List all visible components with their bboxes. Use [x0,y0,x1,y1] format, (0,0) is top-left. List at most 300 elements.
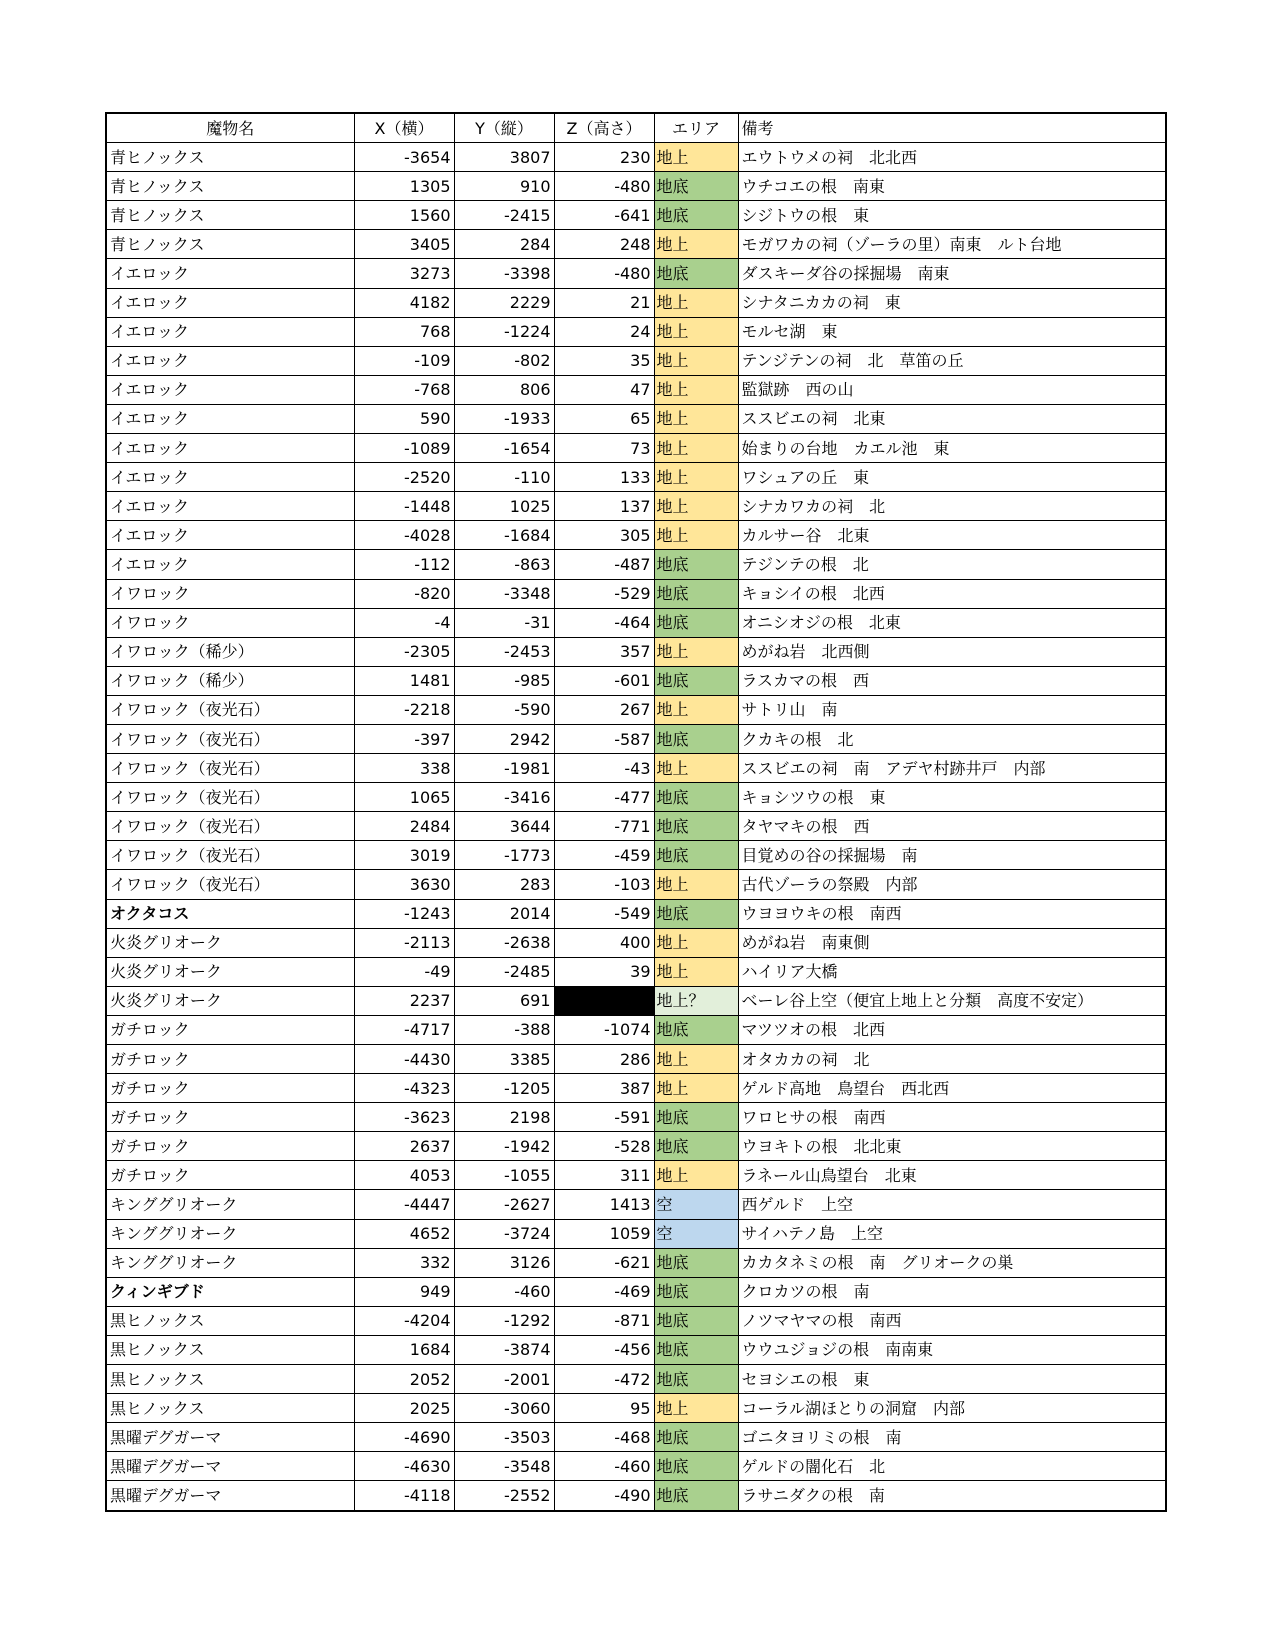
z-coordinate-cell: -456 [554,1335,654,1364]
x-coordinate-cell: 2637 [354,1132,454,1161]
z-coordinate-cell: -549 [554,899,654,928]
z-coordinate-cell [554,986,654,1015]
z-coordinate-cell: 305 [554,521,654,550]
x-coordinate-cell: -49 [354,957,454,986]
note-cell: 古代ゾーラの祭殿 内部 [738,870,1166,899]
note-cell: ススビエの祠 北東 [738,404,1166,433]
area-cell: 地底 [654,1015,738,1044]
table-row [106,986,1166,1015]
monster-name-cell: 青ヒノックス [106,230,354,259]
x-coordinate-cell: -820 [354,579,454,608]
x-coordinate-cell: 338 [354,754,454,783]
y-coordinate-cell: 3126 [454,1248,554,1277]
note-cell: キョシイの根 北西 [738,579,1166,608]
note-cell: ベーレ谷上空（便宜上地上と分類 高度不安定） [738,986,1166,1015]
y-coordinate-cell: -863 [454,550,554,579]
table-row [106,695,1166,724]
y-coordinate-cell: -1942 [454,1132,554,1161]
z-coordinate-cell: -587 [554,724,654,753]
table-row [106,928,1166,957]
area-cell: 地底 [654,1248,738,1277]
monster-name-cell: 黒曜デグガーマ [106,1423,354,1452]
table-row [106,463,1166,492]
table-row [106,521,1166,550]
y-coordinate-cell: -3348 [454,579,554,608]
monster-name-cell: ガチロック [106,1045,354,1074]
area-cell: 地上 [654,346,738,375]
x-coordinate-cell: -4323 [354,1074,454,1103]
x-coordinate-cell: 1305 [354,172,454,201]
note-cell: マツツオの根 北西 [738,1015,1166,1044]
header-area: エリア [654,113,738,143]
note-cell: ハイリア大橋 [738,957,1166,986]
area-cell: 地上 [654,434,738,463]
table-row [106,172,1166,201]
z-coordinate-cell: -468 [554,1423,654,1452]
area-cell: 地上 [654,928,738,957]
area-cell: 地上 [654,957,738,986]
z-coordinate-cell: -43 [554,754,654,783]
area-cell: 地底 [654,579,738,608]
z-coordinate-cell: 1059 [554,1219,654,1248]
table-row [106,1161,1166,1190]
y-coordinate-cell: -985 [454,666,554,695]
table-row [106,1219,1166,1248]
z-coordinate-cell: -480 [554,172,654,201]
area-cell: 地底 [654,812,738,841]
x-coordinate-cell: 949 [354,1277,454,1306]
y-coordinate-cell: -3724 [454,1219,554,1248]
area-cell: 地底 [654,841,738,870]
x-coordinate-cell: -4690 [354,1423,454,1452]
table-row [106,1132,1166,1161]
z-coordinate-cell: -480 [554,259,654,288]
y-coordinate-cell: -2638 [454,928,554,957]
header-y: Y（縦） [454,113,554,143]
area-cell: 地底 [654,1365,738,1394]
monster-name-cell: イエロック [106,317,354,346]
z-coordinate-cell: -1074 [554,1015,654,1044]
area-cell: 地底 [654,1481,738,1511]
monster-name-cell: イワロック [106,608,354,637]
note-cell: ウヨヨウキの根 南西 [738,899,1166,928]
area-cell: 地上 [654,288,738,317]
table-body [106,143,1166,1511]
monster-name-cell: キンググリオーク [106,1219,354,1248]
x-coordinate-cell: -4447 [354,1190,454,1219]
area-cell: 地底 [654,899,738,928]
area-cell: 地底 [654,666,738,695]
monster-name-cell: 黒ヒノックス [106,1394,354,1423]
z-coordinate-cell: -771 [554,812,654,841]
z-coordinate-cell: -464 [554,608,654,637]
note-cell: サイハテノ島 上空 [738,1219,1166,1248]
y-coordinate-cell: -3503 [454,1423,554,1452]
z-coordinate-cell: 230 [554,143,654,172]
x-coordinate-cell: -1243 [354,899,454,928]
x-coordinate-cell: 332 [354,1248,454,1277]
y-coordinate-cell: -2627 [454,1190,554,1219]
x-coordinate-cell: -4430 [354,1045,454,1074]
y-coordinate-cell: 3807 [454,143,554,172]
z-coordinate-cell: -460 [554,1452,654,1481]
y-coordinate-cell: 691 [454,986,554,1015]
y-coordinate-cell: 910 [454,172,554,201]
monster-name-cell: クィンギブド [106,1277,354,1306]
y-coordinate-cell: -1773 [454,841,554,870]
table-row [106,1452,1166,1481]
y-coordinate-cell: -3060 [454,1394,554,1423]
z-coordinate-cell: -641 [554,201,654,230]
area-cell: 地上 [654,695,738,724]
y-coordinate-cell: -1224 [454,317,554,346]
note-cell: シナカワカの祠 北 [738,492,1166,521]
note-cell: サトリ山 南 [738,695,1166,724]
z-coordinate-cell: 1413 [554,1190,654,1219]
area-cell: 地底 [654,1335,738,1364]
y-coordinate-cell: 2229 [454,288,554,317]
area-cell: 地上 [654,143,738,172]
header-x: X（横） [354,113,454,143]
table-row [106,143,1166,172]
z-coordinate-cell: -469 [554,1277,654,1306]
note-cell: ゲルドの闇化石 北 [738,1452,1166,1481]
area-cell: 地上 [654,1161,738,1190]
monster-name-cell: イエロック [106,550,354,579]
monster-name-cell: イエロック [106,492,354,521]
table-row [106,1074,1166,1103]
table-row [106,1306,1166,1335]
y-coordinate-cell: -460 [454,1277,554,1306]
monster-name-cell: イエロック [106,404,354,433]
table-row [106,1248,1166,1277]
y-coordinate-cell: 3644 [454,812,554,841]
y-coordinate-cell: -110 [454,463,554,492]
table-row [106,492,1166,521]
note-cell: ワロヒサの根 南西 [738,1103,1166,1132]
table-row [106,1335,1166,1364]
y-coordinate-cell: 806 [454,375,554,404]
note-cell: ノツマヤマの根 南西 [738,1306,1166,1335]
note-cell: ススビエの祠 南 アデヤ村跡井戸 内部 [738,754,1166,783]
monster-name-cell: イエロック [106,375,354,404]
monster-location-table [105,112,1167,1512]
y-coordinate-cell: -1292 [454,1306,554,1335]
table-row [106,783,1166,812]
x-coordinate-cell: -3654 [354,143,454,172]
area-cell: 空 [654,1219,738,1248]
note-cell: ウウユジョジの根 南南東 [738,1335,1166,1364]
x-coordinate-cell: 3273 [354,259,454,288]
area-cell: 地底 [654,1132,738,1161]
monster-name-cell: イエロック [106,259,354,288]
z-coordinate-cell: -528 [554,1132,654,1161]
note-cell: ラサニダクの根 南 [738,1481,1166,1511]
x-coordinate-cell: 1684 [354,1335,454,1364]
x-coordinate-cell: -109 [354,346,454,375]
table-row [106,957,1166,986]
y-coordinate-cell: -802 [454,346,554,375]
y-coordinate-cell: -31 [454,608,554,637]
table-row [106,870,1166,899]
z-coordinate-cell: 248 [554,230,654,259]
table-row [106,1277,1166,1306]
z-coordinate-cell: 387 [554,1074,654,1103]
y-coordinate-cell: -1684 [454,521,554,550]
monster-name-cell: オクタコス [106,899,354,928]
monster-name-cell: イワロック（稀少） [106,637,354,666]
area-cell: 地上 [654,492,738,521]
z-coordinate-cell: 73 [554,434,654,463]
table-row [106,288,1166,317]
note-cell: シナタニカカの祠 東 [738,288,1166,317]
area-cell: 地底 [654,608,738,637]
y-coordinate-cell: -1654 [454,434,554,463]
table-row [106,1103,1166,1132]
x-coordinate-cell: -2520 [354,463,454,492]
z-coordinate-cell: -621 [554,1248,654,1277]
y-coordinate-cell: -3416 [454,783,554,812]
table-row [106,434,1166,463]
monster-name-cell: 黒ヒノックス [106,1335,354,1364]
area-cell: 地底 [654,201,738,230]
x-coordinate-cell: 1065 [354,783,454,812]
area-cell: 地底 [654,1103,738,1132]
y-coordinate-cell: -1205 [454,1074,554,1103]
monster-name-cell: ガチロック [106,1074,354,1103]
z-coordinate-cell: 95 [554,1394,654,1423]
table-row [106,230,1166,259]
x-coordinate-cell: -1089 [354,434,454,463]
note-cell: エウトウメの祠 北北西 [738,143,1166,172]
x-coordinate-cell: -4028 [354,521,454,550]
y-coordinate-cell: -3548 [454,1452,554,1481]
note-cell: 始まりの台地 カエル池 東 [738,434,1166,463]
z-coordinate-cell: -103 [554,870,654,899]
table-row [106,666,1166,695]
z-coordinate-cell: 357 [554,637,654,666]
area-cell: 地底 [654,1423,738,1452]
monster-name-cell: イワロック（夜光石） [106,841,354,870]
area-cell: 地上？ [654,986,738,1015]
y-coordinate-cell: 2198 [454,1103,554,1132]
note-cell: オタカカの祠 北 [738,1045,1166,1074]
note-cell: コーラル湖ほとりの洞窟 内部 [738,1394,1166,1423]
table-row [106,259,1166,288]
monster-name-cell: 青ヒノックス [106,143,354,172]
area-cell: 地上 [654,317,738,346]
y-coordinate-cell: -388 [454,1015,554,1044]
z-coordinate-cell: 65 [554,404,654,433]
z-coordinate-cell: 133 [554,463,654,492]
area-cell: 地底 [654,724,738,753]
x-coordinate-cell: 2052 [354,1365,454,1394]
y-coordinate-cell: 2942 [454,724,554,753]
y-coordinate-cell: -1933 [454,404,554,433]
table-row [106,1394,1166,1423]
monster-name-cell: イワロック（夜光石） [106,724,354,753]
monster-name-cell: ガチロック [106,1132,354,1161]
table-row [106,1015,1166,1044]
area-cell: 地底 [654,550,738,579]
z-coordinate-cell: 24 [554,317,654,346]
note-cell: ウヨキトの根 北北東 [738,1132,1166,1161]
x-coordinate-cell: 2484 [354,812,454,841]
z-coordinate-cell: -591 [554,1103,654,1132]
note-cell: ダスキーダ谷の採掘場 南東 [738,259,1166,288]
monster-name-cell: イワロック（夜光石） [106,812,354,841]
table-row [106,899,1166,928]
monster-name-cell: 黒ヒノックス [106,1306,354,1335]
monster-name-cell: 火炎グリオーク [106,986,354,1015]
table-row [106,1423,1166,1452]
area-cell: 空 [654,1190,738,1219]
area-cell: 地上 [654,404,738,433]
y-coordinate-cell: -2453 [454,637,554,666]
y-coordinate-cell: -3874 [454,1335,554,1364]
monster-name-cell: イワロック（夜光石） [106,695,354,724]
z-coordinate-cell: -472 [554,1365,654,1394]
y-coordinate-cell: -2415 [454,201,554,230]
x-coordinate-cell: 3405 [354,230,454,259]
monster-name-cell: 黒曜デグガーマ [106,1481,354,1511]
x-coordinate-cell: 4652 [354,1219,454,1248]
note-cell: 目覚めの谷の採掘場 南 [738,841,1166,870]
table-row [106,841,1166,870]
z-coordinate-cell: -477 [554,783,654,812]
monster-name-cell: ガチロック [106,1161,354,1190]
z-coordinate-cell: 35 [554,346,654,375]
monster-name-cell: イエロック [106,463,354,492]
monster-name-cell: イワロック [106,579,354,608]
monster-name-cell: イエロック [106,434,354,463]
table-row [106,754,1166,783]
area-cell: 地底 [654,172,738,201]
note-cell: クカキの根 北 [738,724,1166,753]
note-cell: シジトウの根 東 [738,201,1166,230]
table-row [106,375,1166,404]
table-row [106,317,1166,346]
z-coordinate-cell: -871 [554,1306,654,1335]
y-coordinate-cell: 1025 [454,492,554,521]
area-cell: 地上 [654,1045,738,1074]
x-coordinate-cell: 3019 [354,841,454,870]
x-coordinate-cell: 2237 [354,986,454,1015]
y-coordinate-cell: -3398 [454,259,554,288]
table-row [106,404,1166,433]
monster-name-cell: 青ヒノックス [106,201,354,230]
monster-name-cell: イエロック [106,288,354,317]
x-coordinate-cell: -2305 [354,637,454,666]
area-cell: 地上 [654,637,738,666]
area-cell: 地底 [654,1277,738,1306]
note-cell: めがね岩 南東側 [738,928,1166,957]
z-coordinate-cell: 400 [554,928,654,957]
x-coordinate-cell: 1560 [354,201,454,230]
z-coordinate-cell: -459 [554,841,654,870]
note-cell: ワシュアの丘 東 [738,463,1166,492]
header-note: 備考 [738,113,1166,143]
area-cell: 地上 [654,870,738,899]
y-coordinate-cell: 2014 [454,899,554,928]
x-coordinate-cell: -3623 [354,1103,454,1132]
monster-name-cell: 黒ヒノックス [106,1365,354,1394]
monster-name-cell: キンググリオーク [106,1248,354,1277]
y-coordinate-cell: -1055 [454,1161,554,1190]
table-row [106,579,1166,608]
note-cell: クロカツの根 南 [738,1277,1166,1306]
y-coordinate-cell: -2485 [454,957,554,986]
z-coordinate-cell: -601 [554,666,654,695]
table-row [106,1190,1166,1219]
monster-name-cell: 青ヒノックス [106,172,354,201]
note-cell: カカタネミの根 南 グリオークの巣 [738,1248,1166,1277]
monster-name-cell: 火炎グリオーク [106,928,354,957]
z-coordinate-cell: 286 [554,1045,654,1074]
monster-name-cell: イワロック（稀少） [106,666,354,695]
note-cell: モルセ湖 東 [738,317,1166,346]
monster-name-cell: 黒曜デグガーマ [106,1452,354,1481]
z-coordinate-cell: 39 [554,957,654,986]
monster-name-cell: イワロック（夜光石） [106,870,354,899]
x-coordinate-cell: -768 [354,375,454,404]
note-cell: ウチコエの根 南東 [738,172,1166,201]
area-cell: 地底 [654,1452,738,1481]
area-cell: 地底 [654,1306,738,1335]
note-cell: キョシツウの根 東 [738,783,1166,812]
header-name: 魔物名 [106,113,354,143]
x-coordinate-cell: -112 [354,550,454,579]
table-row [106,637,1166,666]
z-coordinate-cell: 137 [554,492,654,521]
monster-name-cell: イエロック [106,521,354,550]
x-coordinate-cell: -397 [354,724,454,753]
x-coordinate-cell: 768 [354,317,454,346]
y-coordinate-cell: -2001 [454,1365,554,1394]
x-coordinate-cell: 3630 [354,870,454,899]
x-coordinate-cell: -4717 [354,1015,454,1044]
note-cell: ラネール山鳥望台 北東 [738,1161,1166,1190]
x-coordinate-cell: -4204 [354,1306,454,1335]
x-coordinate-cell: 2025 [354,1394,454,1423]
x-coordinate-cell: 4182 [354,288,454,317]
table-row [106,1045,1166,1074]
monster-name-cell: イエロック [106,346,354,375]
table-row [106,1365,1166,1394]
z-coordinate-cell: 311 [554,1161,654,1190]
z-coordinate-cell: -487 [554,550,654,579]
note-cell: ラスカマの根 西 [738,666,1166,695]
x-coordinate-cell: 4053 [354,1161,454,1190]
z-coordinate-cell: 21 [554,288,654,317]
y-coordinate-cell: -2552 [454,1481,554,1511]
note-cell: モガワカの祠（ゾーラの里）南東 ルト台地 [738,230,1166,259]
note-cell: タヤマキの根 西 [738,812,1166,841]
z-coordinate-cell: -490 [554,1481,654,1511]
note-cell: セヨシエの根 東 [738,1365,1166,1394]
monster-name-cell: イワロック（夜光石） [106,754,354,783]
note-cell: 西ゲルド 上空 [738,1190,1166,1219]
note-cell: テンジテンの祠 北 草笛の丘 [738,346,1166,375]
note-cell: オニシオジの根 北東 [738,608,1166,637]
note-cell: めがね岩 北西側 [738,637,1166,666]
monster-name-cell: 火炎グリオーク [106,957,354,986]
table-row [106,608,1166,637]
note-cell: 監獄跡 西の山 [738,375,1166,404]
monster-name-cell: ガチロック [106,1015,354,1044]
y-coordinate-cell: -590 [454,695,554,724]
table-row [106,812,1166,841]
